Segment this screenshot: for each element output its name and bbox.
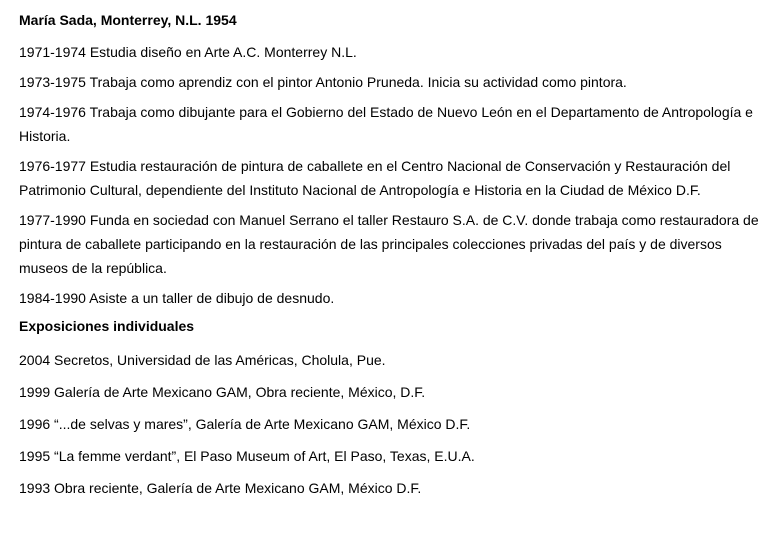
bio-entry: 1976-1977 Estudia restauración de pintura de caballete en el Centro Nacional de Conservación y Restauración del Patrimonio Cultural, dependiente del Instituto Nacional de Antropología e Historia en la Ciudad de México D.F.	[19, 158, 731, 198]
bio-entry: 1973-1975 Trabaja como aprendiz con el pintor Antonio Pruneda. Inicia su actividad como pintora.	[19, 74, 627, 90]
bio-entry: 1984-1990 Asiste a un taller de dibujo de desnudo.	[19, 290, 335, 306]
exhibition-entry: 2004 Secretos, Universidad de las Américas, Cholula, Pue.	[19, 352, 386, 368]
exhibition-entry: 1993 Obra reciente, Galería de Arte Mexicano GAM, México D.F.	[19, 480, 422, 496]
bio-entry: 1977-1990 Funda en sociedad con Manuel Serrano el taller Restauro S.A. de C.V. donde trabaja como restauradora de pintura de caballete participando en la restauración de las principales colecciones privadas del país y de diversos museos de la república.	[19, 212, 759, 276]
exhibitions-list	[19, 348, 759, 500]
exhibition-entry: 1996 “...de selvas y mares”, Galería de Arte Mexicano GAM, México D.F.	[19, 416, 471, 432]
exhibitions-heading: Exposiciones individuales	[19, 318, 195, 334]
bio-list	[19, 40, 759, 310]
bio-entry: 1971-1974 Estudia diseño en Arte A.C. Monterrey N.L.	[19, 44, 357, 60]
bio-entry: 1974-1976 Trabaja como dibujante para el Gobierno del Estado de Nuevo León en el Departamento de Antropología e Historia.	[19, 104, 753, 144]
exhibition-entry: 1995 “La femme verdant”, El Paso Museum of Art, El Paso, Texas, E.U.A.	[19, 448, 475, 464]
exhibition-entry: 1999 Galería de Arte Mexicano GAM, Obra reciente, México, D.F.	[19, 384, 426, 400]
artist-heading: María Sada, Monterrey, N.L. 1954	[19, 12, 237, 28]
